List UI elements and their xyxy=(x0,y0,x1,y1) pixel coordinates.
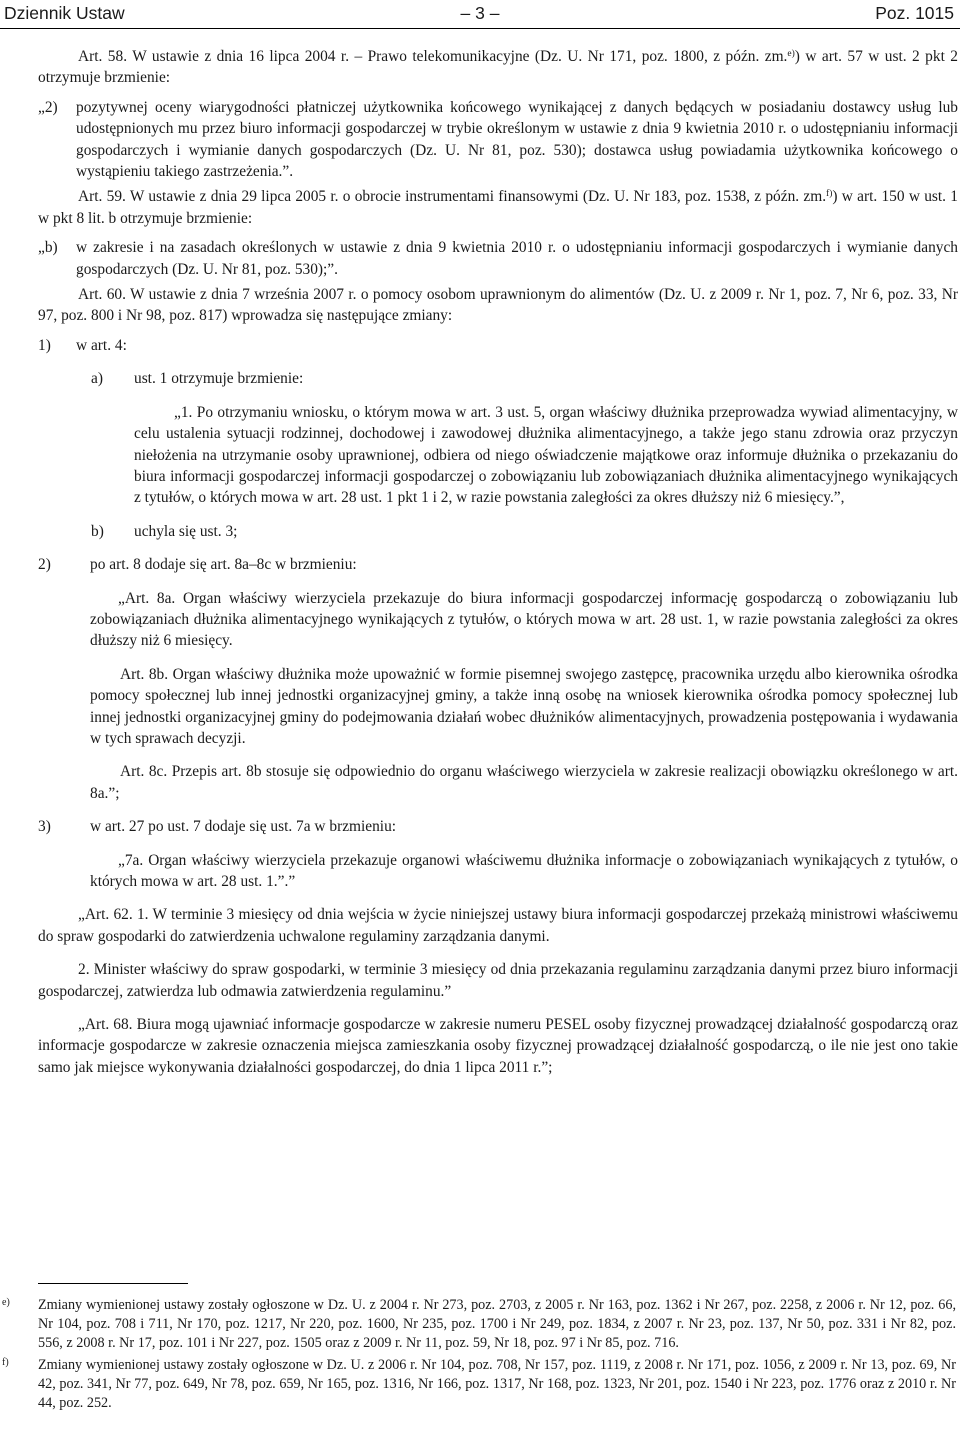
footnote-e xyxy=(0,1296,960,1354)
ust7a-text: „7a. Organ właściwy wierzyciela przekazuje organowi właściwemu dłużnika informacje o zobowiązaniach wynikających z tytułów, o których mowa w art. 28 ust. 1.”.” xyxy=(90,851,958,890)
art60-letter-b xyxy=(38,521,958,542)
footnote-text: Zmiany wymienionej ustawy zostały ogłoszone w Dz. U. z 2004 r. Nr 273, poz. 2703, z 2005 r. Nr 163, poz. 1362 i Nr 267, poz. 2258, z 2006 r. Nr 12, poz. 66, Nr 104, poz. 708 i 711, Nr 170, poz. 1217, Nr 220, poz. 1600, Nr 235, poz. 1700 i Nr 249, poz. 1834, z 2007 r. Nr 23, poz. 137, Nr 50, poz. 331 i Nr 82, poz. 556, z 2008 r. Nr 17, poz. 101 i Nr 227, poz. 1505 oraz z 2009 r. Nr 11, poz. 59, Nr 18, poz. 97 i Nr 85, poz. 716. xyxy=(38,1297,956,1352)
art8b-text: Art. 8b. Organ właściwy dłużnika może upoważnić w formie pisemnej swojego zastępcę, pracownika urzędu albo kierownika ośrodka pomocy społecznej lub innej jednostki organizacyjnej gminy, a także inną osobę na wniosek kierownika ośrodka pomocy społecznej lub innej jednostki organizacyjnej gminy do podejmowania działań wobec dłużników alimentacyjnych, prowadzenia postępowania i wydawania w tych sprawach decyzji. xyxy=(90,665,958,747)
letter-a-text: ust. 1 otrzymuje brzmienie: xyxy=(134,370,304,388)
page-number: – 3 – xyxy=(460,3,500,23)
point-3-label: 3) xyxy=(38,818,51,836)
letter-a-label: a) xyxy=(91,370,103,388)
art60-point-3 xyxy=(38,816,958,837)
point-1-label: 1) xyxy=(38,336,51,354)
art59-item-text: w zakresie i na zasadach określonych w ustawie z dnia 9 kwietnia 2010 r. o udostępnianiu informacji gospodarczych i wymianie danych gospodarczych (Dz. U. Nr 81, poz. 530);”. xyxy=(76,239,958,278)
art58-item-text: pozytywnej oceny wiarygodności płatniczej użytkownika końcowego wynikającej z danych będących w posiadaniu dostawcy usług lub udostępnionych mu przez biuro informacji gospodarczej w trybie określonym w ustawie z dnia 9 kwietnia 2010 r. o udostępnianiu informacji gospodarczych i wymianie danych gospodarczych (Dz. U. Nr 81, poz. 530); dostawca usług powiadamia użytkownika końcowego o wystąpieniu takiego zastrzeżenia.”. xyxy=(76,98,958,181)
art8c-text: Art. 8c. Przepis art. 8b stosuje się odpowiednio do organu właściwego wierzyciela w zakresie realizacji obowiązku określonego w art. 8a.”; xyxy=(90,763,958,802)
footnote-text: Zmiany wymienionej ustawy zostały ogłoszone w Dz. U. z 2006 r. Nr 104, poz. 708, Nr 157, poz. 1119, z 2008 r. Nr 171, poz. 1056, z 2009 r. Nr 13, poz. 69, Nr 42, poz. 341, Nr 77, poz. 649, Nr 78, poz. 659, Nr 165, poz. 1316, Nr 166, poz. 1317, Nr 168, poz. 1323, Nr 201, poz. 1540 i Nr 223, poz. 1776 oraz z 2010 r. Nr 44, poz. 252. xyxy=(38,1356,956,1412)
art60-point-1 xyxy=(38,335,958,356)
art8a-text: „Art. 8a. Organ właściwy wierzyciela przekazuje do biura informacji gospodarczej informację gospodarczą o zobowiązaniu lub zobowiązaniach dłużnika alimentacyjnego wynikających z tytułów, o których mowa w art. 28 ust. 1, w razie powstania zaległości za okres dłuższy niż 6 miesięcy. xyxy=(90,589,958,650)
art4-ust1-quote: „1. Po otrzymaniu wniosku, o którym mowa w art. 3 ust. 5, organ właściwy dłużnika przeprowadza wywiad alimentacyjny, w celu ustalenia sytuacji rodzinnej, dochodowej i zawodowej dłużnika alimentacyjnego, a także jego stanu zdrowia oraz przyczyn niełożenia na utrzymanie osoby uprawnionej, odbiera od niego oświadczenie majątkowe oraz informuje dłużnika o przekazaniu do biura informacji gospodarczej informacji gospodarczej o zobowiązaniu lub zobowiązaniach dłużnika alimentacyjnego wynikających z tytułów, o których mowa w art. 28 ust. 1 pkt 1 i 2, w razie powstania zaległości za okres dłuższy niż 6 miesięcy.”, xyxy=(134,403,958,507)
point-1-text: w art. 4: xyxy=(76,336,127,354)
footnote-ref-f: f) xyxy=(826,189,833,200)
art59-item-label: „b) xyxy=(38,239,58,257)
art58-item-label: „2) xyxy=(38,98,58,116)
point-2-text: po art. 8 dodaje się art. 8a–8c w brzmieniu: xyxy=(90,556,357,574)
footnote-ref-e: e) xyxy=(787,49,795,59)
art60-intro: Art. 60. W ustawie z dnia 7 września 2007 r. o pomocy osobom uprawnionym do alimentów (Dz. U. z 2009 r. Nr 1, poz. 7, Nr 6, poz. 33, Nr 97, poz. 800 i Nr 98, poz. 817) wprowadza się następujące zmiany: xyxy=(38,286,958,325)
header-rule xyxy=(0,28,960,29)
letter-b-label: b) xyxy=(91,522,104,540)
point-3-text: w art. 27 po ust. 7 dodaje się ust. 7a w brzmieniu: xyxy=(90,818,397,836)
art60-point-2 xyxy=(38,554,958,575)
page-header xyxy=(0,0,960,30)
footnote-mark: f) xyxy=(2,1356,9,1368)
letter-b-text: uchyla się ust. 3; xyxy=(134,522,238,540)
art60-letter-a xyxy=(38,368,958,389)
journal-title: Dziennik Ustaw xyxy=(4,3,125,23)
art58-item xyxy=(38,97,958,183)
footnote-mark: e) xyxy=(2,1297,10,1308)
document-body xyxy=(38,46,958,1078)
position-number: Poz. 1015 xyxy=(875,3,954,23)
point-2-label: 2) xyxy=(38,556,51,574)
art62-para-1: „Art. 62. 1. W terminie 3 miesięcy od dnia wejścia w życie niniejszej ustawy biura informacji gospodarczej przekażą ministrowi właściwemu do spraw gospodarki do zatwierdzenia uchwalone regulaminy zarządzania danymi. xyxy=(38,906,958,945)
art59-intro: Art. 59. W ustawie z dnia 29 lipca 2005 r. o obrocie instrumentami finansowymi (Dz. U. Nr 183, poz. 1538, z późn. zm.$^{f)}$) w art. 150 w ust. 1 w pkt 8 lit. b otrzymuje brzmienie: xyxy=(38,188,958,227)
art62-para-2: 2. Minister właściwy do spraw gospodarki, w terminie 3 miesięcy od dnia przekazania regulaminu zarządzania danymi przez biuro informacji gospodarczej, zatwierdza lub odmawia zatwierdzenia regulaminu.” xyxy=(38,961,958,1000)
footnotes xyxy=(0,1296,960,1415)
art59-item xyxy=(38,237,958,280)
art68-para: „Art. 68. Biura mogą ujawniać informacje gospodarcze w zakresie numeru PESEL osoby fizycznej prowadzącej działalność gospodarczą oraz informacje gospodarcze w zakresie oznaczenia miejsca zamieszkania osoby fizycznej prowadzącej działalność gospodarczą, o ile nie jest ono takie samo jak miejsce wykonywania działalności gospodarczej, do dnia 1 lipca 2011 r.”; xyxy=(38,1016,958,1076)
footnote-f xyxy=(0,1356,960,1414)
art58-intro: Art. 58. W ustawie z dnia 16 lipca 2004 r. – Prawo telekomunikacyjne (Dz. U. Nr 171, poz. 1800, z późn. zm.$^{e)}$) w art. 57 w ust. 2 pkt 2 otrzymuje brzmienie: xyxy=(38,48,958,87)
footnote-separator xyxy=(38,1283,188,1284)
